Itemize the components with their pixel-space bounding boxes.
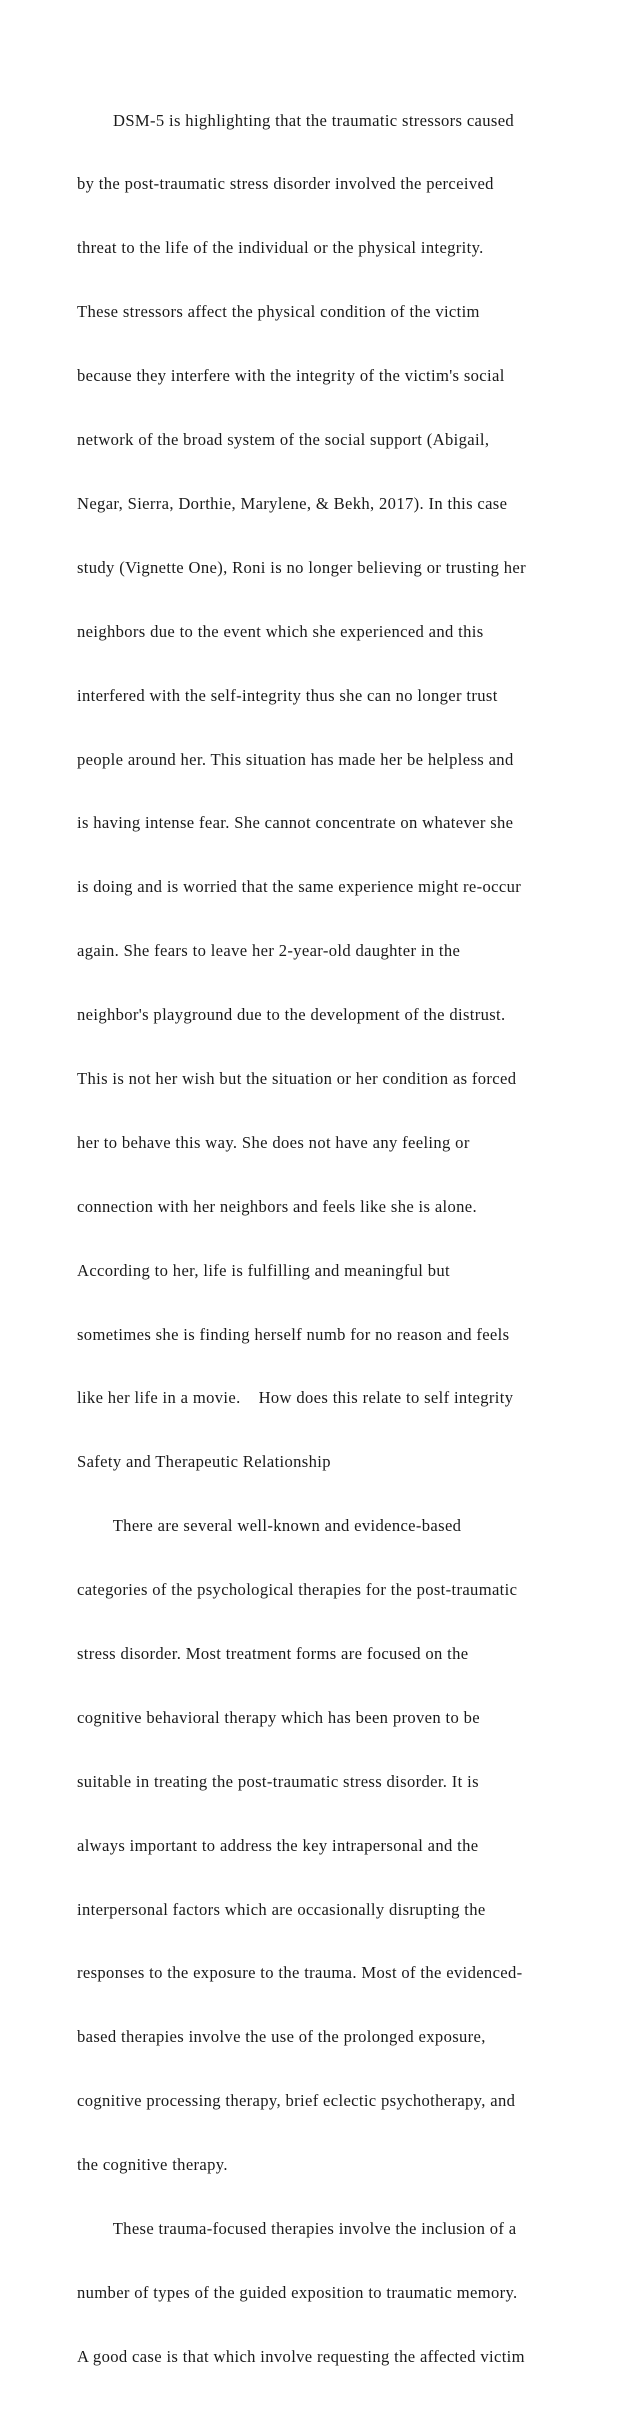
- text-line: According to her, life is fulfilling and meaningful but: [77, 1260, 450, 1280]
- text-line: stress disorder. Most treatment forms are focused on the: [77, 1643, 469, 1663]
- text-line: is doing and is worried that the same experience might re-occur: [77, 877, 522, 897]
- text-line: threat to the life of the individual or the physical integrity.: [77, 238, 484, 258]
- text-line: This is not her wish but the situation or her condition as forced: [77, 1068, 517, 1088]
- text-line: interpersonal factors which are occasionally disrupting the: [77, 1899, 486, 1919]
- section-heading: Safety and Therapeutic Relationship: [77, 1452, 331, 1472]
- text-line: These stressors affect the physical condition of the victim: [77, 302, 480, 322]
- text-line: cognitive behavioral therapy which has been proven to be: [77, 1707, 480, 1727]
- text-line: A good case is that which involve requesting the affected victim: [77, 2346, 525, 2366]
- text-line: These trauma-focused therapies involve the inclusion of a: [77, 2218, 517, 2238]
- text-line: is having intense fear. She cannot concentrate on whatever she: [77, 813, 514, 833]
- text-line: sometimes she is finding herself numb for no reason and feels: [77, 1324, 510, 1344]
- text-line: network of the broad system of the social support (Abigail,: [77, 430, 490, 450]
- text-line: number of types of the guided exposition to traumatic memory.: [77, 2282, 518, 2302]
- text-line: DSM-5 is highlighting that the traumatic stressors caused: [77, 110, 515, 130]
- text-line: her to behave this way. She does not have any feeling or: [77, 1132, 470, 1152]
- text-line: Negar, Sierra, Dorthie, Marylene, & Bekh, 2017). In this case: [77, 493, 508, 513]
- text-line: categories of the psychological therapies for the post-traumatic: [77, 1580, 518, 1600]
- text-line: like her life in a movie. How does this relate to self integrity: [77, 1388, 514, 1408]
- text-line: always important to address the key intrapersonal and the: [77, 1835, 479, 1855]
- text-line: connection with her neighbors and feels like she is alone.: [77, 1196, 478, 1216]
- text-line: cognitive processing therapy, brief eclectic psychotherapy, and: [77, 2091, 516, 2111]
- text-line: suitable in treating the post-traumatic stress disorder. It is: [77, 1771, 479, 1791]
- text-line: neighbor's playground due to the development of the distrust.: [77, 1005, 506, 1025]
- text-line: There are several well-known and evidence-based: [77, 1516, 462, 1536]
- text-line: again. She fears to leave her 2-year-old daughter in the: [77, 941, 461, 961]
- text-line: study (Vignette One), Roni is no longer believing or trusting her: [77, 557, 526, 577]
- text-line: because they interfere with the integrity of the victim's social: [77, 366, 505, 386]
- text-line: people around her. This situation has made her be helpless and: [77, 749, 514, 769]
- body-text: [77, 67, 577, 2410]
- text-line: by the post-traumatic stress disorder involved the perceived: [77, 174, 494, 194]
- text-line: interfered with the self-integrity thus she can no longer trust: [77, 685, 498, 705]
- text-line: neighbors due to the event which she experienced and this: [77, 621, 484, 641]
- text-line: the cognitive therapy.: [77, 2155, 228, 2175]
- text-line: responses to the exposure to the trauma. Most of the evidenced-: [77, 1963, 523, 1983]
- text-line: based therapies involve the use of the prolonged exposure,: [77, 2027, 486, 2047]
